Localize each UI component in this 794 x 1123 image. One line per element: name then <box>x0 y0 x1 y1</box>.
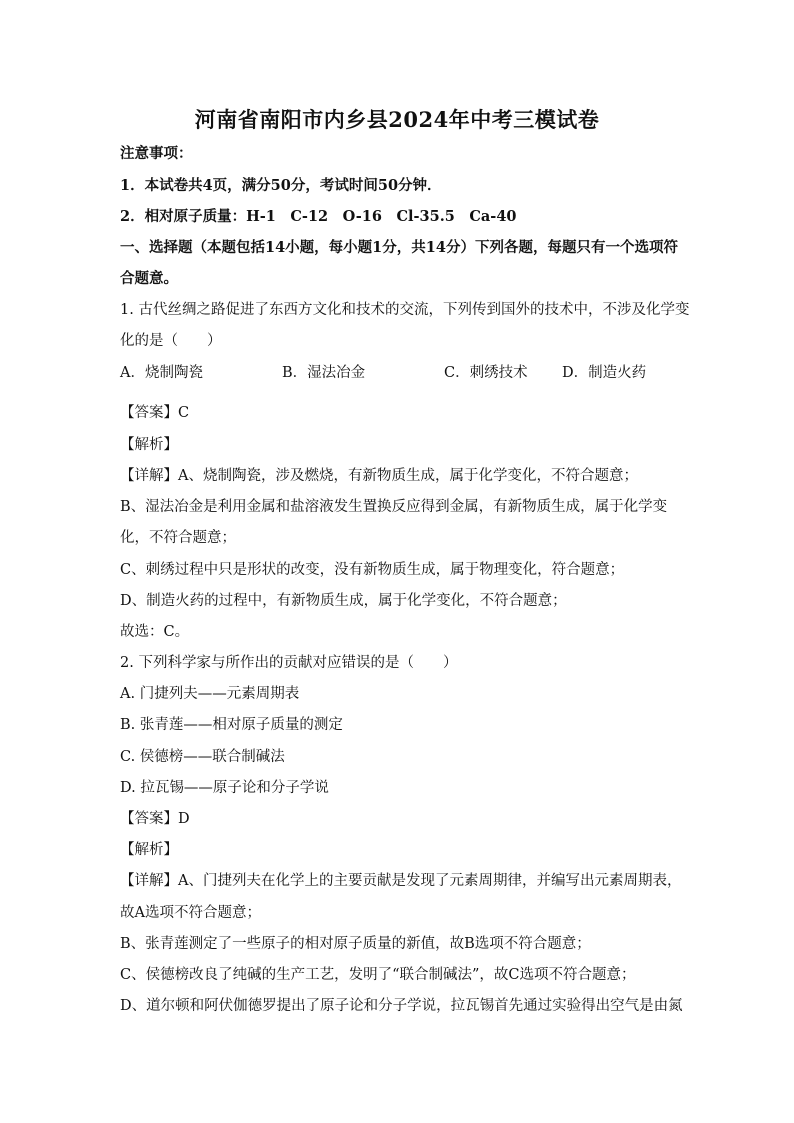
q1-option-c: C．刺绣技术 <box>444 365 528 381</box>
q2-detail-line-2: 故A选项不符合题意； <box>120 905 261 921</box>
q1-detail-line-3: 化，不符合题意； <box>120 530 236 546</box>
q1-detail-line-5: D、制造火药的过程中，有新物质生成，属于化学变化，不符合题意； <box>120 593 567 609</box>
q1-conclusion: 故选：C。 <box>120 624 190 640</box>
notes-heading: 注意事项： <box>120 145 193 162</box>
q1-detail-line-4: C、刺绣过程中只是形状的改变，没有新物质生成，属于物理变化，符合题意； <box>120 562 625 578</box>
q2-option-b: B. 张青莲——相对原子质量的测定 <box>120 717 343 733</box>
q1-detail-line-1: 【详解】A、烧制陶瓷，涉及燃烧，有新物质生成，属于化学变化，不符合题意； <box>120 468 638 484</box>
section-heading-line-2: 合题意。 <box>120 270 178 287</box>
q2-detail-line-1: 【详解】A、门捷列夫在化学上的主要贡献是发现了元素周期律，并编写出元素周期表， <box>120 873 682 889</box>
q1-analysis-label: 【解析】 <box>120 437 178 453</box>
q2-option-a: A. 门捷列夫——元素周期表 <box>120 686 300 702</box>
q2-detail-line-4: C、侯德榜改良了纯碱的生产工艺，发明了“联合制碱法”，故C选项不符合题意； <box>120 967 636 983</box>
notes-item-2: 2．相对原子质量：H-1 C-12 O-16 Cl-35.5 Ca-40 <box>120 208 517 225</box>
q2-detail-line-3: B、张青莲测定了一些原子的相对原子质量的新值，故B选项不符合题意； <box>120 936 591 952</box>
q2-stem: 2. 下列科学家与所作出的贡献对应错误的是（ ） <box>120 655 458 671</box>
section-heading-line-1: 一、选择题（本题包括14小题，每小题1分，共14分）下列各题，每题只有一个选项符 <box>120 239 678 256</box>
q2-answer: 【答案】D <box>120 811 190 827</box>
q2-analysis-label: 【解析】 <box>120 842 178 858</box>
q1-option-d: D．制造火药 <box>562 365 647 381</box>
page-title: 河南省南阳市内乡县2024年中考三模试卷 <box>194 107 600 132</box>
q1-option-b: B．湿法冶金 <box>282 365 366 381</box>
q1-answer: 【答案】C <box>120 405 190 421</box>
q2-option-d: D. 拉瓦锡——原子论和分子学说 <box>120 780 329 796</box>
q2-option-c: C. 侯德榜——联合制碱法 <box>120 749 285 765</box>
notes-item-1: 1．本试卷共4页，满分50分，考试时间50分钟． <box>120 177 442 194</box>
q1-stem-line-2: 化的是（ ） <box>120 333 222 349</box>
q1-detail-line-2: B、湿法冶金是利用金属和盐溶液发生置换反应得到金属，有新物质生成，属于化学变 <box>120 499 668 515</box>
q2-detail-line-5: D、道尔顿和阿伏伽德罗提出了原子论和分子学说，拉瓦锡首先通过实验得出空气是由氮 <box>120 998 683 1014</box>
q1-stem-line-1: 1. 古代丝绸之路促进了东西方文化和技术的交流，下列传到国外的技术中，不涉及化学变 <box>120 302 690 318</box>
q1-option-a: A．烧制陶瓷 <box>120 365 203 381</box>
